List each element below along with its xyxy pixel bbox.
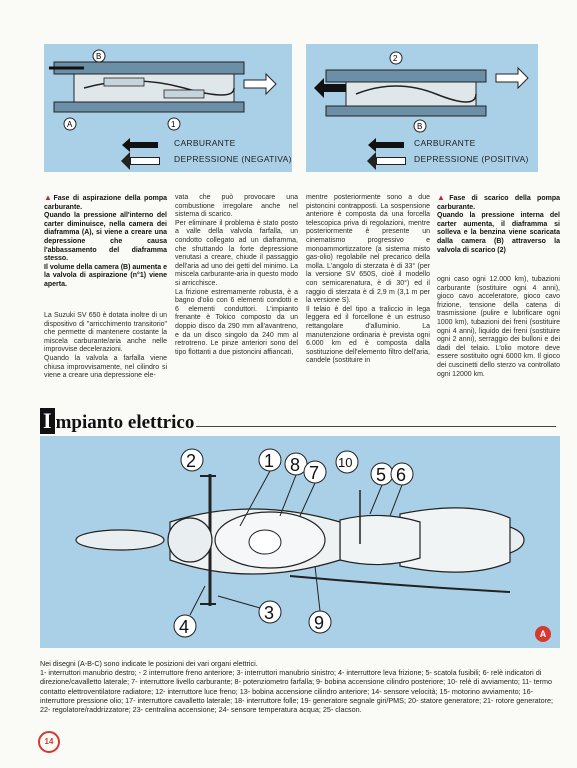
callout-5-label: 5 xyxy=(376,465,387,485)
caption-intake-title: Fase di aspirazione della pompa carburante. xyxy=(44,195,167,211)
legend-depressione: DEPRESSIONE (NEGATIVA) xyxy=(174,154,292,164)
section-title-initial: I xyxy=(40,408,55,434)
triangle-bullet-icon: ▲ xyxy=(44,193,54,202)
callout-1-label: 1 xyxy=(264,451,275,471)
callout-2-label: 2 xyxy=(186,451,197,471)
callout-10 xyxy=(336,451,358,473)
caption-intake-body: Quando la pressione all'interno del carter diminuisce, nella camera dei diaframma (A), si viene a creare una depressione che causa l'abbassamento del diaframma stesso. Il volume della camera (B) aumenta e la valvola di aspirazione (n°1) viene aperta. xyxy=(44,212,167,288)
callout-4-label: 4 xyxy=(179,617,190,637)
label-B-right: B xyxy=(417,122,423,131)
figure-badge-a: A xyxy=(535,626,551,642)
callout-3-label: 3 xyxy=(264,603,275,623)
label-1: 1 xyxy=(171,120,176,129)
divider xyxy=(196,426,556,427)
triangle-bullet-icon: ▲ xyxy=(437,193,450,202)
fuel-pump-diagram-exhaust xyxy=(306,44,538,172)
caption-exhaust-body: Quando la pressione interna del carter aumenta, il diaframma si solleva e la benzina viene scaricata dalla camera (B) attraverso la valvola di scarico (2) xyxy=(437,212,560,254)
section-title-rest: mpianto elettrico xyxy=(55,412,195,433)
fuel-arrow-icon xyxy=(376,142,404,148)
vacuum-arrow-icon xyxy=(130,157,160,165)
electrical-legend: Nei disegni (A-B-C) sono indicate le posizioni dei vari organi elettrici. 1- interruttori manubrio destro; - 2 interruttore freno anteriore; 3- interruttori manubrio sinistro; 4- interruttore leva frizione; 5- scatola fusibili; 6- relè indicatori di direzione/cavalletto laterale; 7- interruttore livello carburante; 8- potenziometro farfalla; 9- bobina accensione cilindro posteriore; 10- relè di avviamento; 11- termo contatto elettroventilatore radiatore; 12- interruttore luce freno; 13- bobina accensione cilindro anteriore; 14- sensore velocità; 15- motorino avviamento; 16- interruttore pressione olio; 17- interruttore cavalletto laterale; 18- interruttore folle; 19- generatore segnale giri/PMS; 20- statore generatore; 21- rotore generatore; 22- regolatore/raddrizzatore; 23- centralina accensione; 24- sensore temperatura acqua; 25- clacson. xyxy=(40,659,553,715)
callout-7-label: 7 xyxy=(309,463,320,483)
page-number: 14 xyxy=(38,731,60,753)
callout-2 xyxy=(181,449,203,471)
callout-8-label: 8 xyxy=(290,455,301,475)
callout-9-label: 9 xyxy=(314,613,325,633)
text-col-4: ogni caso ogni 12.000 km), tubazioni carburante (sostituire ogni 4 anni), gioco cavo acceleratore, gioco cavo frizione, tensione della catena di trasmissione (pulire e lubrificare ogni 1000 km), tubazioni dei freni (sostituire ogni 4 anni), liquido dei freni (sostituire ogni 2 anni), serraggio dei bulloni e dei dadi del telaio. L'olio motore deve essere sostituito ogni 6000 km. Il gioco dei cuscinetti dello sterzo va controllato ogni 12000 km. xyxy=(437,276,560,378)
text-col-2: vata che può provocare una combustione irregolare anche nel sistema di scarico. Per eliminare il problema è stato posto a valle della valvola farfalla, un condotto collegato ad un diaframma, che sfruttando la forte depressione venutasi a creare, chiude il passaggio dell'aria ad uno dei getti del minimo. La miscela carburante-aria in questo modo si arricchisce. La frizione estremamente robusta, è a bagno d'olio con 6 elementi condotti e 6 elementi conduttori. L'impianto frenante è Tokico composto da un doppio disco da 290 mm all'avantreno, e da un disco singolo da 240 mm al retrotreno. Le pinze anteriori sono del tipo flottanti a due pistoncini affiancati, xyxy=(175,194,298,356)
fuel-pump-intake-drawing xyxy=(44,44,292,172)
callout-9 xyxy=(309,566,331,633)
legend-carburante: CARBURANTE xyxy=(174,138,236,148)
motorcycle-electrical-diagram xyxy=(40,436,560,648)
legend-carburante: CARBURANTE xyxy=(414,138,476,148)
label-2: 2 xyxy=(393,54,398,63)
legend-depressione: DEPRESSIONE (POSITIVA) xyxy=(414,154,529,164)
text-col-3: mentre posteriormente sono a due pistoncini contrapposti. La sospensione anteriore è composta da una forcella telescopica priva di regolazioni, mentre posteriormente è presente un cinematismo progressivo e monoammortizzatore (a sistema misto gas-olio) regolabile nel precarico della molla. L'angolo di sterzata è di 33° (per la versione SV 650S, cioè il modello con semicarenatura, è di 30°) ed il raggio di sterzata è di 2,9 m (3,1 m per la versione S). Il telaio è del tipo a traliccio in lega leggera ed il forcellone è un estruso rettangolare d'alluminio. La manutenzione ordinaria è prevista ogni 6.000 km ed è composta dalla sostituzione dell'elemento filtro dell'aria, candele (sostituire in xyxy=(306,194,430,365)
callout-8 xyxy=(280,453,307,516)
callout-6 xyxy=(390,463,413,516)
caption-exhaust-title: Fase di scarico della pompa carburante. xyxy=(437,195,560,211)
callout-3 xyxy=(218,596,281,623)
fuel-arrow-icon xyxy=(130,142,158,148)
pressure-arrow-icon xyxy=(376,157,406,165)
fuel-pump-exhaust-drawing xyxy=(306,44,538,172)
callout-5 xyxy=(370,463,393,514)
callout-4 xyxy=(174,586,205,637)
section-title xyxy=(40,408,194,434)
fuel-pump-diagram-intake xyxy=(44,44,292,172)
motorcycle-top-view-drawing xyxy=(40,436,560,648)
callout-10-label: 10 xyxy=(338,455,353,470)
text-col-1: La Suzuki SV 650 è dotata inoltre di un dispositivo di "arricchimento transitorio" che permette di mantenere costante la miscela carburante/aria anche nelle improvvise decelerazioni. Quando la valvola a farfalla viene chiusa improvvisamente, nel cilindro si viene a creare una depressione ele- xyxy=(44,312,167,380)
label-B: B xyxy=(96,52,102,61)
caption-intake xyxy=(44,194,167,290)
label-A: A xyxy=(67,120,73,129)
callout-6-label: 6 xyxy=(396,465,407,485)
caption-exhaust xyxy=(437,194,560,255)
callout-7 xyxy=(300,461,326,516)
